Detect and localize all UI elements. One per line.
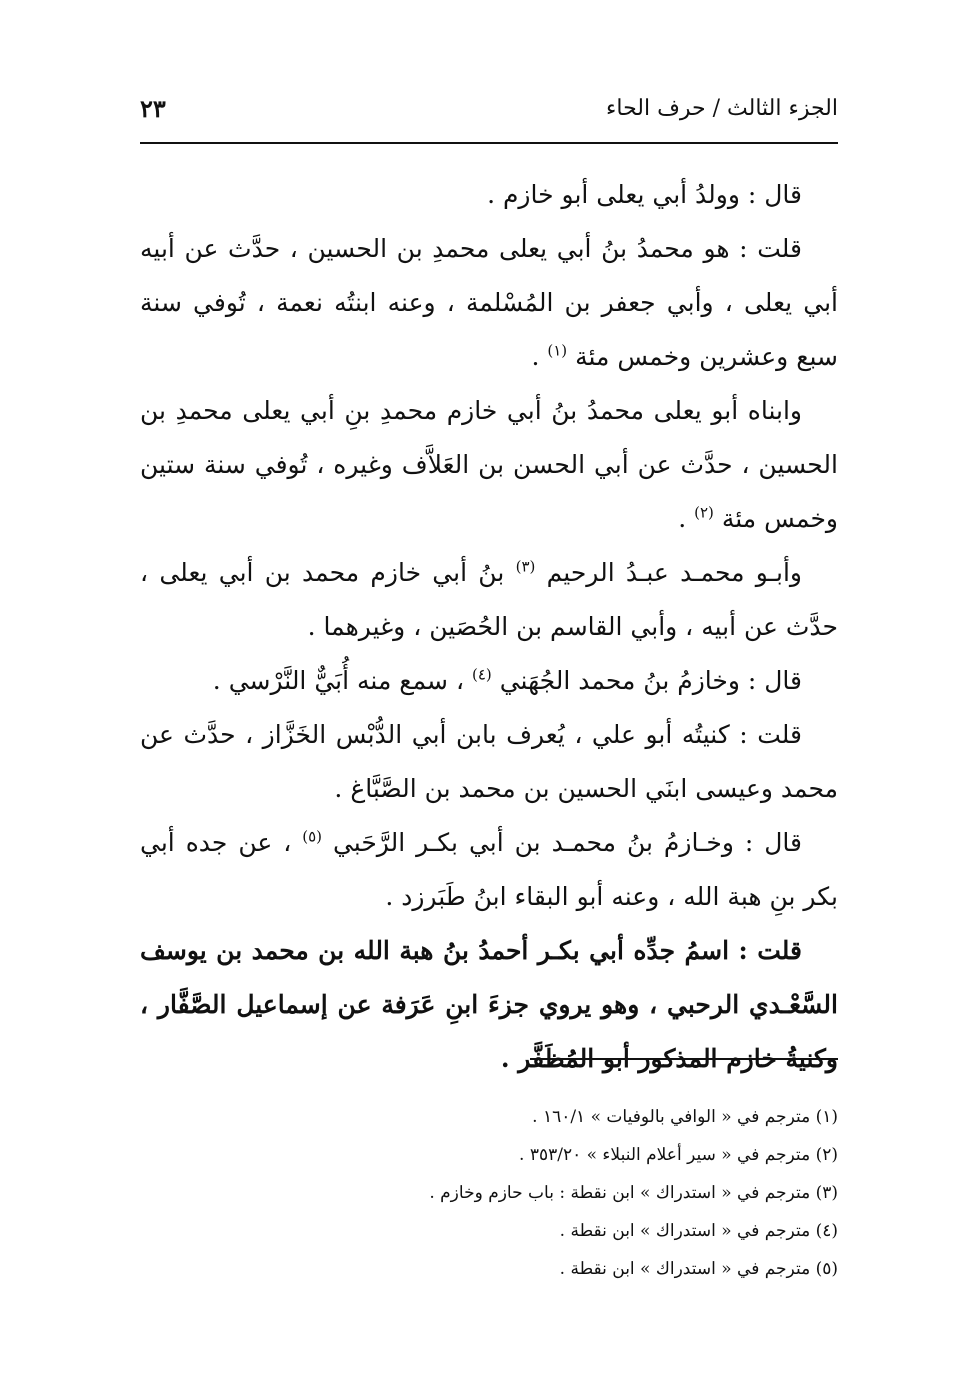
paragraph-text: وابناه أبو يعلى محمدُ بنُ أبي خازم محمدِ بنِ أبي يعلى محمدِ بن الحسين ، حدَّث عن أبي الحسن بن العَلاَّف وغيره ، تُوفي سنة ستين وخمس مئة xyxy=(140,396,838,533)
footnote-marker-2[interactable]: (٢) xyxy=(694,503,714,522)
page-number: ٢٣ xyxy=(140,94,166,123)
paragraph-text: قال : وخازمُ بنُ محمد الجُهَني xyxy=(499,666,802,695)
footnote-1: (١) مترجم في « الوافي بالوفيات » ١٦٠/١ . xyxy=(532,1107,838,1127)
paragraph-3 xyxy=(140,384,838,546)
footnote-4: (٤) مترجم في « استدراك » ابن نقطة . xyxy=(559,1221,838,1241)
header-divider xyxy=(140,142,838,144)
paragraph-text: قلت : كنيتُه أبو علي ، يُعرف بابن أبي الدُّبْس الخَزَّاز ، حدَّث عن محمد وعيسى ابنَي الحسين بن محمد بن الصَّبَّاغ . xyxy=(140,720,838,803)
paragraph-6 xyxy=(140,708,838,816)
paragraph-text: قال : وخـازمُ بنُ محمـد بن أبي بكـر الرَّحَبي xyxy=(332,828,802,857)
paragraph-2 xyxy=(140,222,838,384)
paragraph-text: قلت : هو محمدُ بنُ أبي يعلى محمدِ بن الحسين ، حدَّث عن أبيه أبي يعلى ، وأبي جعفر بن المُسْلمة ، وعنه ابنتُه نعمة ، تُوفي سنة سبع وعشرين وخمس مئة xyxy=(140,234,838,371)
footnote-marker-4[interactable]: (٤) xyxy=(471,665,492,684)
paragraph-end: . xyxy=(531,342,548,371)
footnote-marker-1[interactable]: (١) xyxy=(547,341,568,360)
paragraph-text: قال : وولدُ أبي يعلى أبو خازم . xyxy=(487,180,802,209)
footnote-5: (٥) مترجم في « استدراك » ابن نقطة . xyxy=(559,1259,838,1279)
footnote-marker-3[interactable]: (٣) xyxy=(515,557,536,576)
paragraph-text: وأبـو محمـد عبـدُ الرحيم xyxy=(546,558,803,587)
footnote-3: (٣) مترجم في « استدراك » ابن نقطة : باب حازم وخازم . xyxy=(429,1183,838,1203)
running-title: الجزء الثالث / حرف الحاء xyxy=(606,96,838,121)
paragraph-1 xyxy=(140,168,838,222)
main-text xyxy=(140,168,838,1086)
paragraph-text: قلت : اسمُ جدِّه أبي بكـر أحمدُ بنُ هبة الله بن محمد بن يوسف السَّعْـدي الرحبي ، وهو يروي جزءَ ابنِ عَرَفة عن إسماعيل الصَّفَّار ، وكنيةُ خازم المذكور أبو المُظَفَّر . xyxy=(140,936,838,1073)
footnote-2: (٢) مترجم في « سير أعلام النبلاء » ٣٥٣/٢٠ . xyxy=(519,1145,838,1165)
paragraph-4 xyxy=(140,546,838,654)
paragraph-end: بنُ أبي خازم محمد بن أبي يعلى ، حدَّث عن أبيه ، وأبي القاسم بن الحُصَين ، وغيرهما . xyxy=(140,558,838,641)
paragraph-end: . xyxy=(678,504,695,533)
paragraph-7 xyxy=(140,816,838,924)
paragraph-end: ، سمع منه أُبَيٌّ النَّرْسي . xyxy=(212,666,472,695)
page-header xyxy=(140,92,838,132)
paragraph-end: ، عن جده أبي بكر بنِ هبة الله ، وعنه أبو البقاء ابنُ طَبَرزد . xyxy=(140,828,838,911)
paragraph-8 xyxy=(140,924,838,1086)
footnotes xyxy=(140,1098,838,1288)
paragraph-5 xyxy=(140,654,838,708)
footnote-divider xyxy=(530,1058,838,1060)
footnote-marker-5[interactable]: (٥) xyxy=(302,827,323,846)
